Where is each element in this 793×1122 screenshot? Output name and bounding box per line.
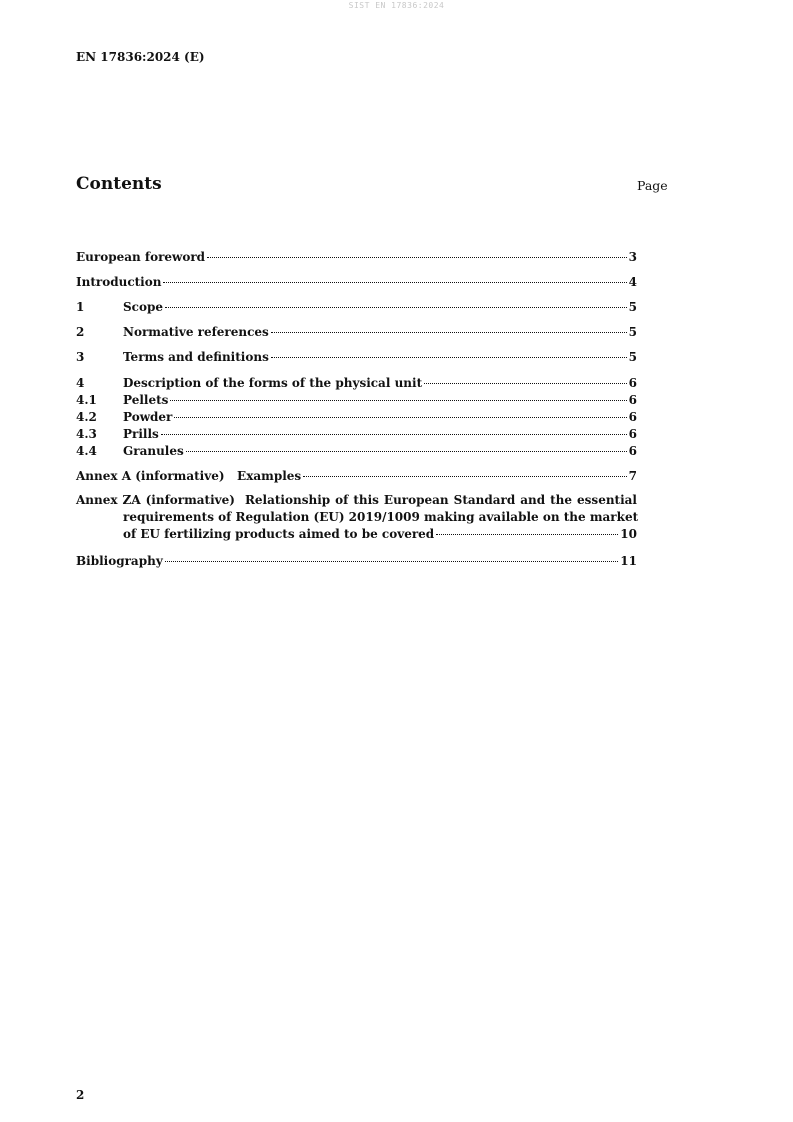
toc-entry-scope[interactable] — [76, 299, 637, 315]
document-id: EN 17836:2024 (E) — [76, 50, 205, 64]
page-number: 2 — [76, 1088, 85, 1102]
toc-entry-prills[interactable] — [76, 426, 637, 442]
toc-entry-page: 5 — [628, 300, 637, 314]
toc-entry-granules[interactable] — [76, 443, 637, 459]
toc-entry-title-line: of EU fertilizing products aimed to be covered — [123, 527, 435, 541]
toc-entry-page: 11 — [620, 554, 637, 568]
toc-entry-title: Annex A (informative) Examples — [76, 469, 302, 483]
watermark: SIST EN 17836:2024 — [348, 1, 445, 10]
toc-entry-annex-za[interactable] — [76, 492, 637, 543]
toc-entry-description-forms[interactable] — [76, 375, 637, 391]
toc-entry-title: Powder — [123, 410, 173, 424]
toc-entry-number: 4.4 — [76, 444, 97, 458]
toc-entry-page: 6 — [628, 410, 637, 424]
toc-entry-introduction[interactable] — [76, 274, 637, 290]
toc-entry-title: Scope — [123, 300, 164, 314]
dot-leader — [161, 434, 627, 435]
dot-leader — [436, 534, 618, 535]
toc-entry-number: 1 — [76, 300, 85, 314]
toc-entry-title-line: Annex ZA (informative) Relationship of this European Standard and the essential — [76, 493, 637, 507]
dot-leader — [271, 332, 627, 333]
toc-entry-page: 5 — [628, 325, 637, 339]
dot-leader — [186, 451, 627, 452]
toc-entry-page: 6 — [628, 444, 637, 458]
toc-entry-normative-references[interactable] — [76, 324, 637, 340]
toc-entry-page: 4 — [628, 275, 637, 289]
toc-entry-title-line: requirements of Regulation (EU) 2019/1009 making available on the market — [123, 510, 639, 524]
toc-entry-number: 4.2 — [76, 410, 97, 424]
toc-entry-title: Prills — [123, 427, 159, 441]
toc-entry-bibliography[interactable] — [76, 553, 637, 569]
toc-entry-title: Granules — [123, 444, 184, 458]
toc-entry-title: Introduction — [76, 275, 162, 289]
toc-entry-page: 3 — [628, 250, 637, 264]
dot-leader — [303, 476, 626, 477]
toc-entry-number: 4.1 — [76, 393, 97, 407]
toc-entry-powder[interactable] — [76, 409, 637, 425]
toc-entry-title: Pellets — [123, 393, 169, 407]
dot-leader — [271, 357, 627, 358]
toc-entry-page: 6 — [628, 427, 637, 441]
dot-leader — [424, 383, 627, 384]
toc-entry-number: 2 — [76, 325, 85, 339]
toc-entry-last-line — [76, 526, 637, 543]
toc-entry-page: 6 — [628, 393, 637, 407]
toc-entry-title: European foreword — [76, 250, 206, 264]
toc-entry-page: 5 — [628, 350, 637, 364]
dot-leader — [170, 400, 626, 401]
toc-entry-title: Terms and definitions — [123, 350, 269, 364]
toc-entry-european-foreword[interactable] — [76, 249, 637, 265]
toc-entry-pellets[interactable] — [76, 392, 637, 408]
dot-leader — [163, 282, 626, 283]
dot-leader — [207, 257, 627, 258]
toc-entry-page: 10 — [620, 527, 637, 541]
toc-entry-number: 4.3 — [76, 427, 97, 441]
page-column-heading: Page — [637, 178, 668, 193]
contents-heading: Contents — [76, 174, 162, 194]
toc-entry-title: Bibliography — [76, 554, 163, 568]
toc-entry-title: Description of the forms of the physical unit — [123, 376, 423, 390]
toc-entry-annex-a[interactable] — [76, 468, 637, 484]
toc-entry-number: 3 — [76, 350, 85, 364]
toc-entry-title: Normative references — [123, 325, 269, 339]
toc-entry-terms-and-definitions[interactable] — [76, 349, 637, 365]
toc-entry-page: 6 — [628, 376, 637, 390]
toc-entry-page: 7 — [628, 469, 637, 483]
dot-leader — [165, 307, 627, 308]
dot-leader — [165, 561, 619, 562]
toc-entry-number: 4 — [76, 376, 85, 390]
dot-leader — [174, 417, 626, 418]
